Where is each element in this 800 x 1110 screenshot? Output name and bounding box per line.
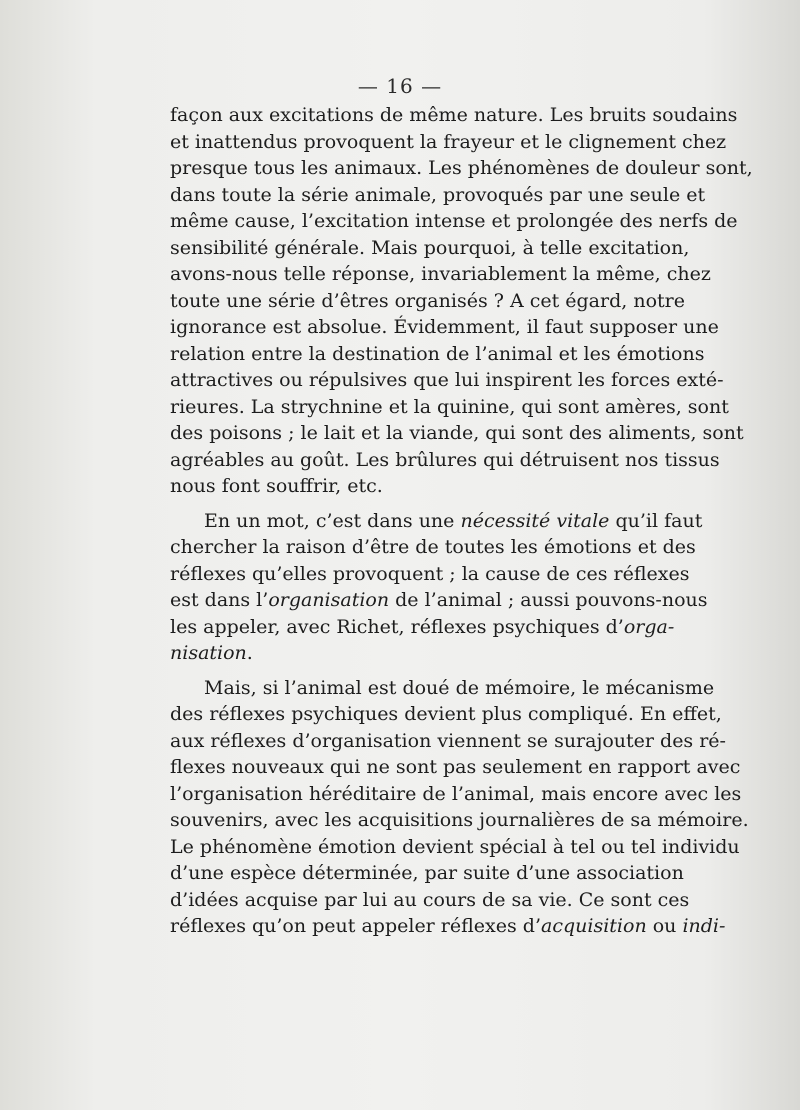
paragraph-gap	[170, 500, 646, 508]
text-run: les appeler, avec Richet, réflexes psychiques d’	[170, 615, 624, 638]
text-line: rieures. La strychnine et la quinine, qui sont amères, sont	[170, 395, 729, 418]
text-line	[170, 508, 703, 535]
text-line: l’organisation héréditaire de l’animal, mais encore avec les	[170, 782, 742, 805]
italic-phrase: orga-	[623, 615, 675, 638]
text-line: réflexes qu’elles provoquent ; la cause de ces réflexes	[170, 562, 690, 585]
text-line: toute une série d’êtres organisés ? A cet égard, notre	[170, 289, 685, 312]
italic-phrase: organisation	[268, 589, 390, 611]
text-line	[170, 913, 726, 940]
text-line: dans toute la série animale, provoqués par une seule et	[170, 183, 706, 206]
text-line: Mais, si l’animal est doué de mémoire, le mécanisme	[204, 676, 715, 699]
text-line: chercher la raison d’être de toutes les émotions et des	[170, 536, 696, 558]
italic-phrase: nécessité vitale	[460, 509, 610, 532]
paragraph-2	[170, 508, 708, 667]
body-text	[170, 102, 753, 940]
text-run: réflexes qu’on peut appeler réflexes d’	[170, 915, 542, 937]
text-run: .	[246, 642, 253, 664]
text-line: d’idées acquise par lui au cours de sa vie. Ce sont ces	[170, 888, 690, 911]
text-line	[170, 614, 675, 641]
paragraph-1	[170, 102, 753, 500]
text-line: même cause, l’excitation intense et prolongée des nerfs de	[170, 210, 738, 232]
paragraph-gap	[170, 667, 646, 675]
italic-phrase: indi-	[682, 915, 726, 937]
text-line: ignorance est absolue. Évidemment, il faut supposer une	[170, 316, 719, 338]
text-line: sensibilité générale. Mais pourquoi, à telle excitation,	[170, 236, 690, 259]
text-line: aux réflexes d’organisation viennent se surajouter des ré-	[170, 729, 726, 752]
text-line: relation entre la destination de l’animal et les émotions	[170, 342, 705, 365]
text-line: nous font souffrir, etc.	[170, 475, 383, 497]
text-line: façon aux excitations de même nature. Les bruits soudains	[170, 104, 738, 126]
text-line: souvenirs, avec les acquisitions journalières de sa mémoire.	[170, 809, 749, 831]
text-line: flexes nouveaux qui ne sont pas seulement en rapport avec	[170, 756, 741, 778]
paragraph-3	[170, 675, 749, 940]
text-line: avons-nous telle réponse, invariablement la même, chez	[170, 263, 711, 285]
text-line: et inattendus provoquent la frayeur et le clignement chez	[170, 130, 727, 153]
page-number: — 16 —	[357, 74, 443, 98]
text-line: Le phénomène émotion devient spécial à tel ou tel individu	[170, 835, 740, 858]
text-line: des réflexes psychiques devient plus compliqué. En effet,	[170, 703, 722, 725]
text-line	[170, 587, 708, 614]
text-line: d’une espèce déterminée, par suite d’une association	[170, 862, 684, 884]
text-run: est dans l’	[170, 589, 269, 611]
text-run: En un mot, c’est dans une	[204, 509, 461, 532]
text-run: ou	[646, 915, 683, 937]
text-run: qu’il faut	[609, 509, 703, 532]
text-line: agréables au goût. Les brûlures qui détruisent nos tissus	[170, 448, 720, 471]
text-line: attractives ou répulsives que lui inspirent les forces exté-	[170, 369, 724, 391]
italic-phrase: acquisition	[541, 915, 647, 937]
text-line: des poisons ; le lait et la viande, qui sont des aliments, sont	[170, 422, 744, 444]
italic-phrase: nisation	[170, 642, 247, 664]
text-line: presque tous les animaux. Les phénomènes de douleur sont,	[170, 157, 753, 179]
text-line	[170, 640, 646, 667]
text-run: de l’animal ; aussi pouvons-nous	[389, 589, 708, 611]
